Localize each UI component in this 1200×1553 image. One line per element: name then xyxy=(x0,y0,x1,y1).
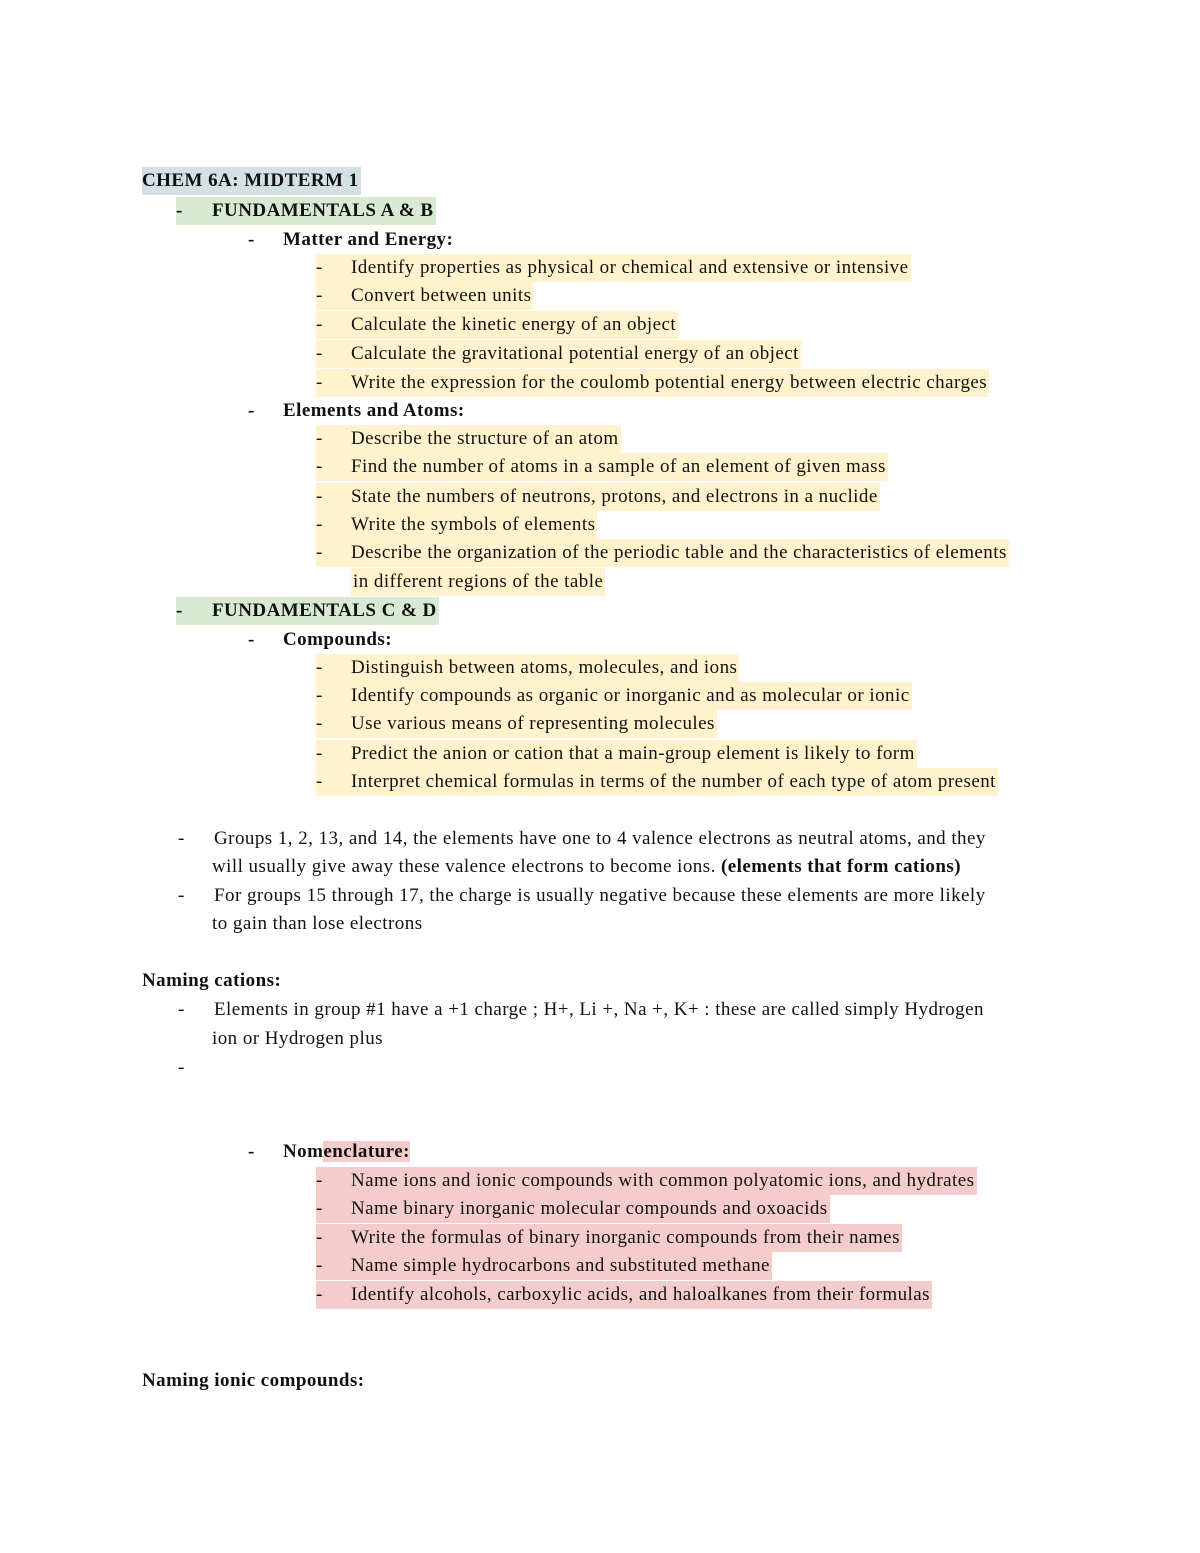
list-item: - Use various means of representing molecules xyxy=(316,710,717,738)
list-item: - Identify compounds as organic or inorganic and as molecular or ionic xyxy=(316,682,912,710)
list-item: - Describe the organization of the periodic table and the characteristics of elements xyxy=(316,539,1009,567)
note-item-continuation: will usually give away these valence electrons to become ions. (elements that form cations) xyxy=(212,856,962,877)
topic-heading: - Nomenclature: xyxy=(248,1141,410,1162)
list-item: - Write the expression for the coulomb potential energy between electric charges xyxy=(316,369,989,397)
empty-bullet: - xyxy=(178,1057,185,1078)
naming-ionic-heading: Naming ionic compounds: xyxy=(142,1370,365,1391)
list-item: - State the numbers of neutrons, protons, and electrons in a nuclide xyxy=(316,483,880,511)
list-item: - Predict the anion or cation that a main-group element is likely to form xyxy=(316,740,917,768)
note-item: - Elements in group #1 have a +1 charge ; H+, Li +, Na +, K+ : these are called simply Hydrogen xyxy=(178,999,984,1020)
topic-heading: - Matter and Energy: xyxy=(248,229,454,250)
list-item: - Identify properties as physical or chemical and extensive or intensive xyxy=(316,254,911,282)
list-item: - Name simple hydrocarbons and substituted methane xyxy=(316,1252,772,1280)
list-item: - Name ions and ionic compounds with common polyatomic ions, and hydrates xyxy=(316,1167,977,1195)
topic-heading: - Elements and Atoms: xyxy=(248,400,465,421)
section-heading: - FUNDAMENTALS C & D xyxy=(176,597,439,625)
list-item: - Find the number of atoms in a sample of an element of given mass xyxy=(316,453,888,481)
note-item-continuation: ion or Hydrogen plus xyxy=(212,1028,384,1049)
list-item-continuation: in different regions of the table xyxy=(351,568,605,596)
document-title: CHEM 6A: MIDTERM 1 xyxy=(142,167,361,195)
list-item: - Calculate the kinetic energy of an object xyxy=(316,311,678,339)
list-item: - Interpret chemical formulas in terms of the number of each type of atom present xyxy=(316,768,998,796)
section-heading: - FUNDAMENTALS A & B xyxy=(176,197,436,225)
note-item: - Groups 1, 2, 13, and 14, the elements have one to 4 valence electrons as neutral atoms, and they xyxy=(178,828,986,849)
list-item: - Describe the structure of an atom xyxy=(316,425,621,453)
list-item: - Write the formulas of binary inorganic compounds from their names xyxy=(316,1224,902,1252)
list-item: - Write the symbols of elements xyxy=(316,511,597,539)
list-item: - Distinguish between atoms, molecules, and ions xyxy=(316,654,739,682)
list-item: - Calculate the gravitational potential energy of an object xyxy=(316,340,801,368)
naming-cations-heading: Naming cations: xyxy=(142,970,282,991)
topic-heading: - Compounds: xyxy=(248,629,393,650)
note-item-continuation: to gain than lose electrons xyxy=(212,913,423,934)
note-item: - For groups 15 through 17, the charge is usually negative because these elements are more likely xyxy=(178,885,986,906)
list-item: - Convert between units xyxy=(316,282,533,310)
list-item: - Name binary inorganic molecular compounds and oxoacids xyxy=(316,1195,830,1223)
list-item: - Identify alcohols, carboxylic acids, and haloalkanes from their formulas xyxy=(316,1281,932,1309)
